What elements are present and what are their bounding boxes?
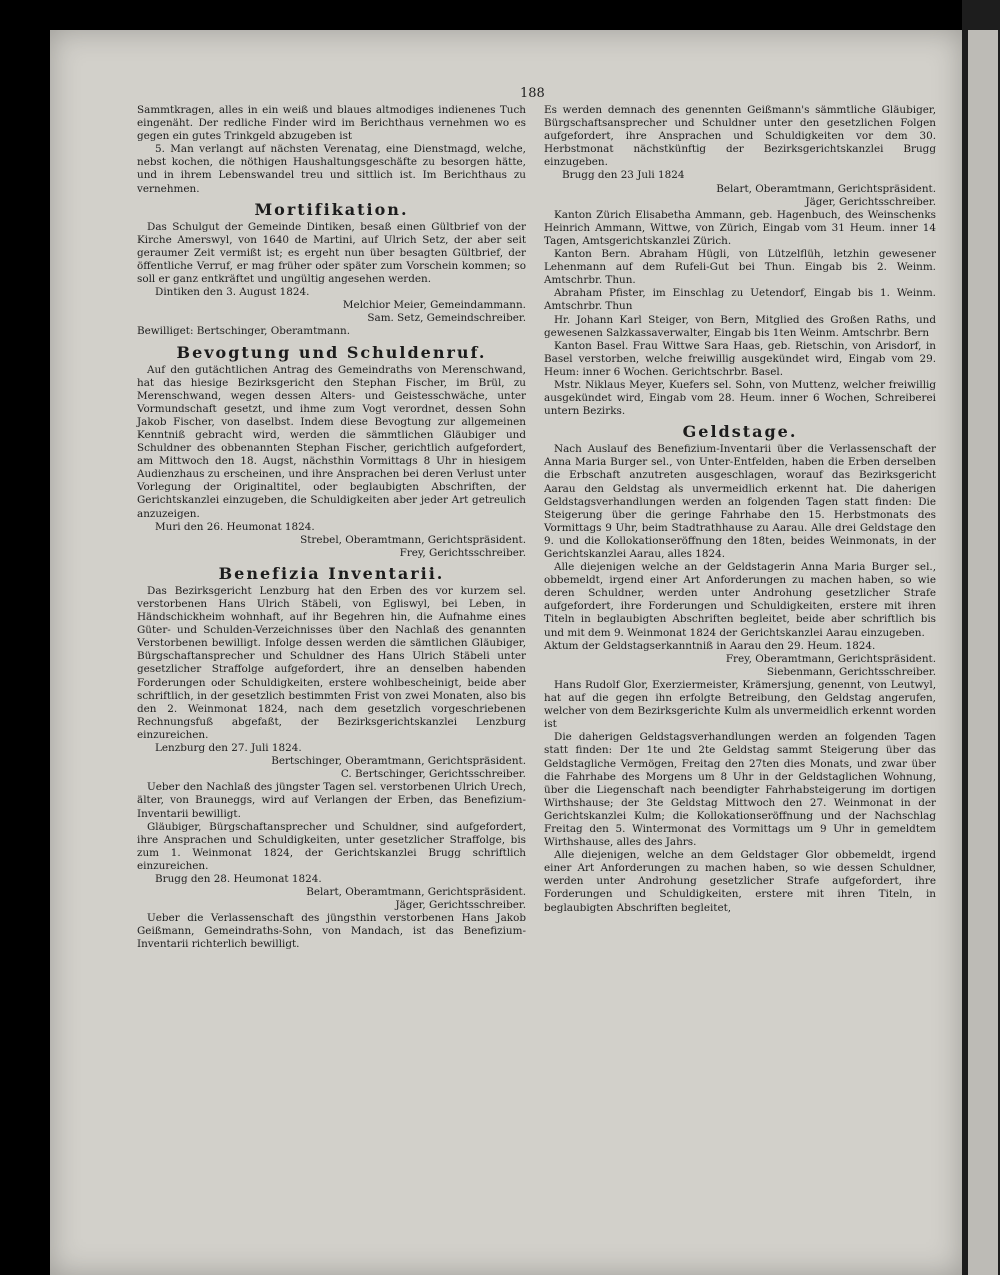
paragraph: Die daherigen Geldstagsverhandlungen werden an folgenden Tagen statt finden: Der 1te und 2te Geldstag sammt Steigerung über das Geldstagliche Vermögen, Freitag den 27ten dies Monats, und zwar über die Fahrhabe des Morgens um 8 Uhr in der Geldstaglichen Wohnung, über die Liegenschaft nach beendigter Fahrhabsteigerung im dortigen Wirthshause; der 3te Geldstag Mittwoch den 27. Weinmonat in der Gerichtskanzlei Kulm; die Kollokationseröffnung und der Nachschlag Freitag den 5. Wintermonat des Vormittags um 9 Uhr in gemeldtem Wirthshause, alles des Jahrs.: [544, 731, 936, 849]
paragraph: Das Schulgut der Gemeinde Dintiken, besaß einen Gültbrief von der Kirche Amerswyl, von 1640 de Martini, auf Ulrich Setz, der aber seit geraumer Zeit vermißt ist; es ergeht nun über besagten Gültbrief, der öffentliche Verruf, er mag früher oder später zum Vorschein kommen; so soll er ganz entkräftet und ungültig angesehen werden.: [137, 220, 526, 286]
paragraph: Kanton Basel. Frau Wittwe Sara Haas, geb. Rietschin, von Arisdorf, in Basel verstorben, welche freiwillig ausgekündet wird, Eingab vom 29. Heum: inner 6 Wochen. Gerichtschrbr. Basel.: [544, 339, 936, 378]
signature: Melchior Meier, Gemeindammann.: [342, 299, 526, 312]
dateline: Muri den 26. Heumonat 1824.: [155, 520, 315, 533]
signature: Siebenmann, Gerichtsschreiber.: [766, 665, 936, 678]
paragraph: Nach Auslauf des Benefizium-Inventarii über die Verlassenschaft der Anna Maria Burger sel., von Unter-Entfelden, haben die Erben derselben die Erbschaft anzutreten ausgeschlagen, worauf das Bezirksgericht Aarau den Geldstag als unvermeidlich erkennt hat. Die daherigen Geldstagsverhandlungen werden an folgenden Tagen statt finden: Die Steigerung über die geringe Fahrhabe den 15. Herbstmonats des Vormittags 9 Uhr, beim Stadtrathhause zu Aarau. Alle drei Geldstage den 9. und die Kollokationseröffnung den 18ten, beides Weinmonats, in der Gerichtskanzlei Aarau, alles 1824.: [544, 443, 936, 560]
signature: Belart, Oberamtmann, Gerichtspräsident.: [306, 886, 526, 899]
paragraph: Alle diejenigen, welche an dem Geldstager Glor obbemeldt, irgend einer Art Anforderungen zu machen haben, so wie dessen Schuldner, werden unter Androhung gesetzlicher Strafe aufgefordert, ihre Forderungen und Schuldigkeiten, erstere mit ihren Titeln, in beglaubigten Abschriften begleitet,: [544, 849, 936, 914]
page-number: 188: [520, 86, 545, 101]
paragraph: 5. Man verlangt auf nächsten Verenatag, eine Dienstmagd, welche, nebst kochen, die nöthigen Haushaltungsgeschäfte zu besorgen hätte, und in ihrem Lebenswandel treu und sittlich ist. Im Berichthaus zu vernehmen.: [137, 143, 526, 195]
signature: Strebel, Oberamtmann, Gerichtspräsident.: [300, 533, 526, 546]
paragraph: Hans Rudolf Glor, Exerziermeister, Krämersjung, genennt, von Leutwyl, hat auf die gegen ihn erfolgte Betreibung, den Geldstag angerufen, welcher von dem Bezirksgerichte Kulm als unvermeidlich erkennt worden ist: [544, 678, 936, 731]
section-heading-benefizia: Benefizia Inventarii.: [218, 563, 445, 583]
signature: Bertschinger, Oberamtmann, Gerichtspräsident.: [271, 755, 526, 768]
paragraph: Kanton Zürich Elisabetha Ammann, geb. Hagenbuch, des Weinschenks Heinrich Ammann, Wittwe, von Zürich, Eingab vom 31 Heum. inner 14 Tagen, Amtsgerichtskanzlei Zürich.: [544, 208, 936, 247]
next-page-edge: [968, 30, 998, 1275]
paragraph: Mstr. Niklaus Meyer, Kuefers sel. Sohn, von Muttenz, welcher freiwillig ausgekündet wird, Eingab vom 28. Heum. inner 6 Wochen, Schreiberei untern Bezirks.: [544, 378, 936, 418]
right-column: [544, 104, 936, 915]
signature: Sam. Setz, Gemeindschreiber.: [367, 312, 526, 325]
signature: Belart, Oberamtmann, Gerichtspräsident.: [716, 182, 936, 195]
paragraph: Das Bezirksgericht Lenzburg hat den Erben des vor kurzem sel. verstorbenen Hans Ulrich Stäbeli, von Egliswyl, bei Leben, in Händschickheim wohnhaft, auf ihr Begehren hin, die Aufnahme eines Güter- und Schulden-Verzeichnisses über den Nachlaß des genannten Verstorbenen bewilligt. Infolge dessen werden die sämtlichen Gläubiger, Bürgschaftansprecher und Schuldner des Hans Ulrich Stäbeli unter gesetzlicher Straffolge aufgefordert, ihre an denselben habenden Forderungen oder Schuldigkeiten, erstere wohlbescheinigt, beide aber schriftlich, in der gesetzlich bestimmten Frist von zwei Monaten, also bis den 2. Weinmonat 1824, nach dem gesetzlich vorgeschriebenen Rechnungsfuß abgefaßt, der Bezirksgerichtskanzlei Lenzburg einzureichen.: [137, 584, 526, 741]
left-column: [137, 104, 526, 952]
signature: Frey, Oberamtmann, Gerichtspräsident.: [725, 652, 936, 665]
dateline: Lenzburg den 27. Juli 1824.: [155, 742, 302, 755]
section-heading-bevogtung: Bevogtung und Schuldenruf.: [176, 342, 487, 362]
section-heading-mortifikation: Mortifikation.: [254, 199, 409, 219]
paragraph: Hr. Johann Karl Steiger, von Bern, Mitglied des Großen Raths, und gewesenen Salzkassaverwalter, Eingab bis 1ten Weinm. Amtschrbr. Bern: [544, 313, 936, 339]
signature: Bewilliget: Bertschinger, Oberamtmann.: [137, 325, 351, 338]
dateline: Brugg den 23 Juli 1824: [562, 169, 685, 182]
paragraph: Gläubiger, Bürgschaftansprecher und Schuldner, sind aufgefordert, ihre Ansprachen und Schuldigkeiten, unter gesetzlicher Straffolge, bis zum 1. Weinmonat 1824, der Gerichtskanzlei Brugg schriftlich einzureichen.: [137, 820, 526, 872]
signature: Frey, Gerichtsschreiber.: [399, 546, 526, 559]
signature: Jäger, Gerichtsschreiber.: [395, 899, 526, 912]
paragraph: Kanton Bern. Abraham Hügli, von Lützelflüh, letzhin gewesener Lehenmann auf dem Rufeli-Gut bei Thun. Eingab bis 2. Weinm. Amtschrbr. Thun.: [544, 248, 936, 287]
paragraph: Sammtkragen, alles in ein weiß und blaues altmodiges indienenes Tuch eingenäht. Der redliche Finder wird im Berichthaus vernehmen wo es gegen ein gutes Trinkgeld abzugeben ist: [137, 104, 526, 143]
paragraph: Abraham Pfister, im Einschlag zu Uetendorf, Eingab bis 1. Weinm. Amtschrbr. Thun: [544, 287, 936, 313]
dateline: Aktum der Geldstagserkanntniß in Aarau den 29. Heum. 1824.: [544, 639, 876, 652]
dateline: Brugg den 28. Heumonat 1824.: [155, 872, 322, 885]
paragraph: Es werden demnach des genennten Geißmann's sämmtliche Gläubiger, Bürgschaftsansprecher und Schuldner unter den gesetzlichen Folgen aufgefordert, ihre Ansprachen und Schuldigkeiten vor dem 30. Herbstmonat nächstkünftig der Bezirksgerichtskanzlei Brugg einzugeben.: [544, 104, 936, 169]
paragraph: Alle diejenigen welche an der Geldstagerin Anna Maria Burger sel., obbemeldt, irgend einer Art Anforderungen zu machen haben, so wie deren Schuldner, werden unter Androhung gesetzlicher Strafe aufgefordert, ihre Forderungen und Schuldigkeiten, erstere mit ihren Titeln in beglaubigten Abschriften begleitet, beide aber schriftlich bis und mit dem 9. Weinmonat 1824 der Gerichtskanzlei Aarau einzugeben.: [544, 561, 936, 639]
dateline: Dintiken den 3. August 1824.: [155, 286, 310, 299]
signature: Jäger, Gerichtsschreiber.: [805, 195, 936, 208]
paragraph: Ueber den Nachlaß des jüngster Tagen sel. verstorbenen Ulrich Urech, älter, von Brauneggs, wird auf Verlangen der Erben, das Benefizium-Inventarii bewilligt.: [137, 781, 526, 820]
section-heading-geldstage: Geldstage.: [682, 422, 798, 442]
signature: C. Bertschinger, Gerichtsschreiber.: [340, 768, 526, 781]
paragraph: Auf den gutächtlichen Antrag des Gemeindraths von Merenschwand, hat das hiesige Bezirksgericht den Stephan Fischer, im Brül, zu Merenschwand, wegen dessen Alters- und Geistesschwäche, unter Vormundschaft gesetzt, und ihme zum Vogt verordnet, dessen Sohn Jakob Fischer, von daselbst. Indem diese Bevogtung zur allgemeinen Kenntniß gebracht wird, werden die sämmtlichen Gläubiger und Schuldner des obbenannten Stephan Fischer, gerichtlich aufgefordert, am Mittwoch den 18. Augst, nächsthin Vormittags 8 Uhr in hiesigem Audienzhaus zu erscheinen, und ihre Ansprachen bei deren Verlust unter Vorlegung der Originaltitel, oder beglaubigten Abschriften, der Gerichtskanzlei einzugeben, die Schuldigkeiten aber jeder Art getreulich anzuzeigen.: [137, 363, 526, 520]
paragraph: Ueber die Verlassenschaft des jüngsthin verstorbenen Hans Jakob Geißmann, Gemeindraths-Sohn, von Mandach, ist das Benefizium-Inventarii richterlich bewilligt.: [137, 912, 526, 951]
